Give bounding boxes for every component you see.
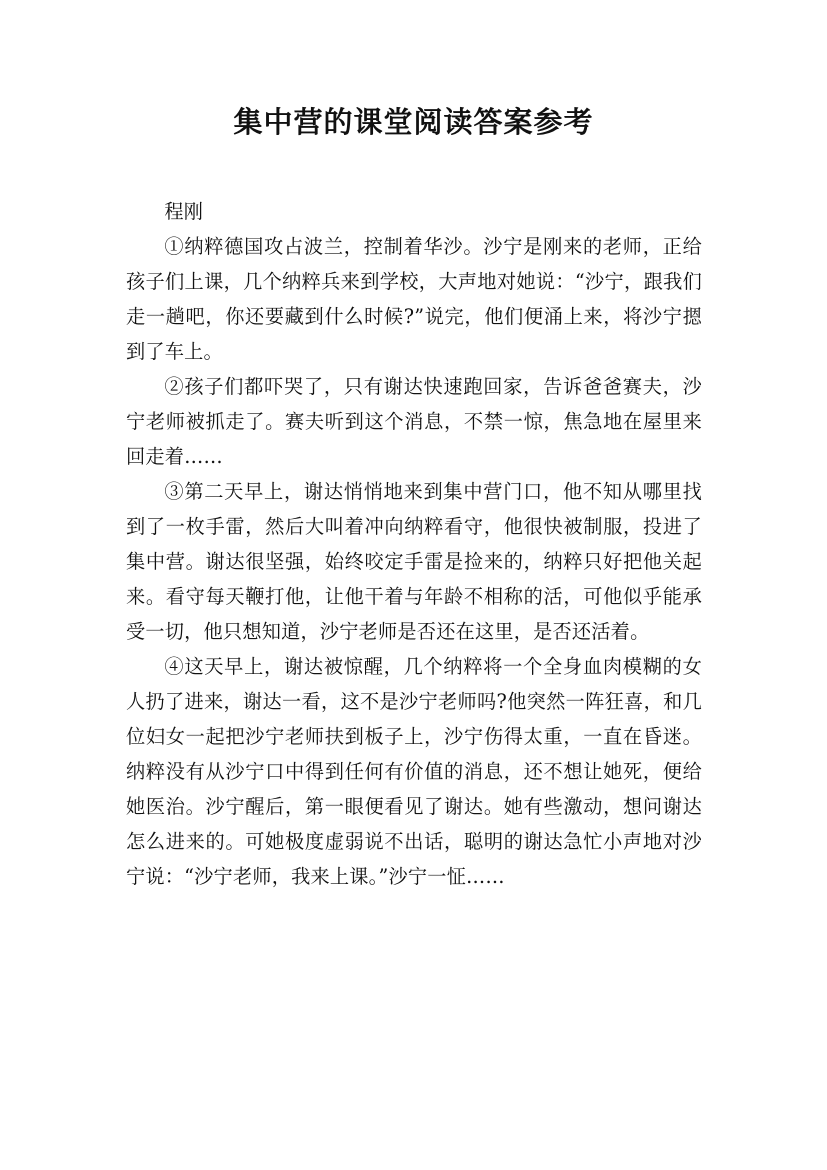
article-body (126, 194, 702, 894)
paragraph-3: ③第二天早上，谢达悄悄地来到集中营门口，他不知从哪里找到了一枚手雷，然后大叫着冲向纳粹看守，他很快被制服，投进了集中营。谢达很坚强，始终咬定手雷是捡来的，纳粹只好把他关起来。看守每天鞭打他，让他干着与年龄不相称的活，可他似乎能承受一切，他只想知道，沙宁老师是否还在这里，是否还活着。 (126, 480, 702, 643)
paragraph-1: ①纳粹德国攻占波兰，控制着华沙。沙宁是刚来的老师，正给孩子们上课，几个纳粹兵来到学校，大声地对她说：“沙宁，跟我们走一趟吧，你还要藏到什么时候?”说完，他们便涌上来，将沙宁摁到了车上。 (126, 235, 702, 363)
author-name: 程刚 (164, 200, 204, 223)
page-title: 集中营的课堂阅读答案参考 (233, 105, 594, 139)
paragraph-4: ④这天早上，谢达被惊醒，几个纳粹将一个全身血肉模糊的女人扔了进来，谢达一看，这不是沙宁老师吗?他突然一阵狂喜，和几位妇女一起把沙宁老师扶到板子上，沙宁伤得太重，一直在昏迷。纳粹没有从沙宁口中得到任何有价值的消息，还不想让她死，便给她医治。沙宁醒后，第一眼便看见了谢达。她有些激动，想问谢达怎么进来的。可她极度虚弱说不出话，聪明的谢达急忙小声地对沙宁说：“沙宁老师，我来上课。”沙宁一怔…… (126, 655, 702, 888)
paragraph-2: ②孩子们都吓哭了，只有谢达快速跑回家，告诉爸爸赛夫，沙宁老师被抓走了。赛夫听到这个消息，不禁一惊，焦急地在屋里来回走着…… (126, 375, 702, 468)
